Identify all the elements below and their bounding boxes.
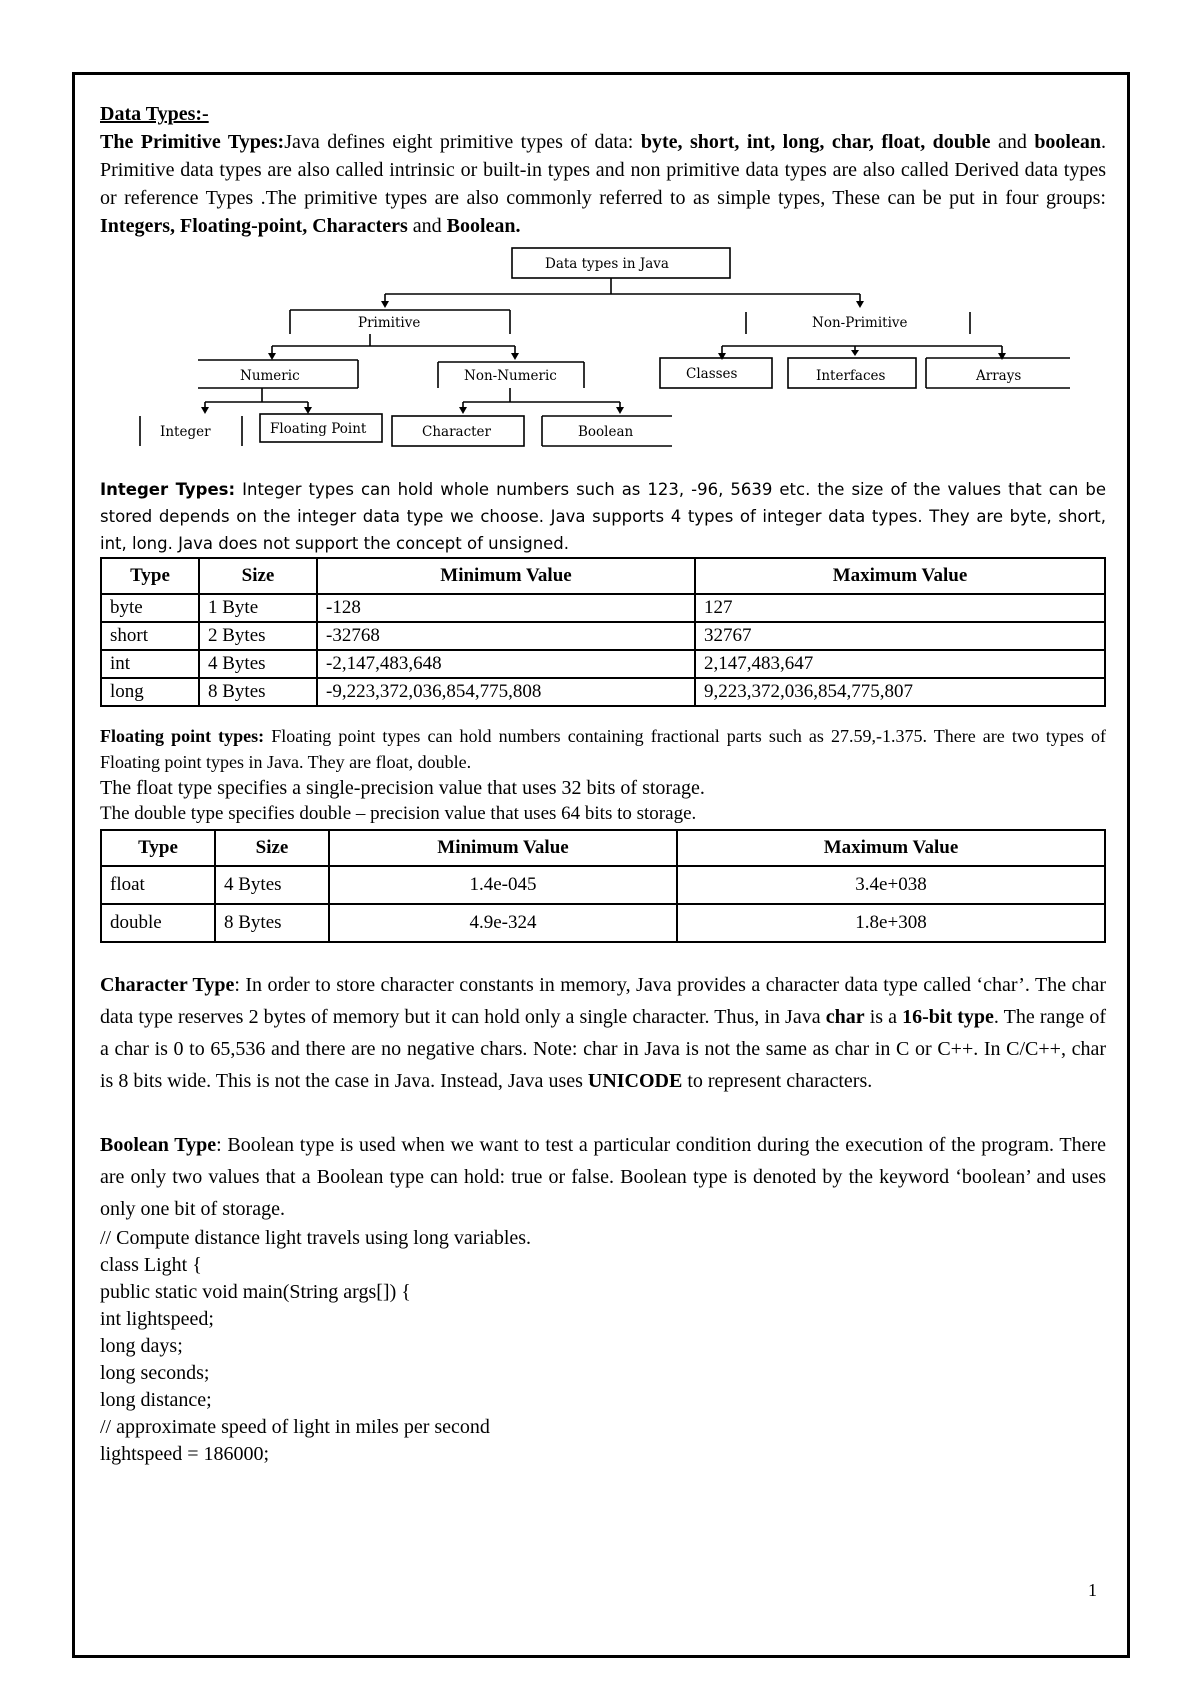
table-row bbox=[101, 594, 1105, 622]
float-description: The float type specifies a single-precision value that uses 32 bits of storage. bbox=[100, 777, 705, 799]
node-primitive: Primitive bbox=[358, 315, 421, 331]
diagram-svg bbox=[100, 246, 1106, 470]
code-line: public static void main(String args[]) { bbox=[100, 1281, 411, 1303]
floating-types-table bbox=[100, 829, 1106, 943]
and-text-2: and bbox=[407, 215, 447, 237]
cell: 4 Bytes bbox=[199, 650, 317, 678]
character-text3: to represent characters. bbox=[682, 1070, 873, 1092]
col-max: Maximum Value bbox=[695, 558, 1105, 594]
cell: byte bbox=[101, 594, 199, 622]
cell: 2 Bytes bbox=[199, 622, 317, 650]
cell: 4.9e-324 bbox=[329, 904, 677, 942]
col-min: Minimum Value bbox=[317, 558, 695, 594]
integer-types-table bbox=[100, 557, 1106, 707]
groups-list: Integers, Floating-point, Characters bbox=[100, 215, 408, 237]
code-line: // Compute distance light travels using long variables. bbox=[100, 1227, 532, 1249]
table-header-row bbox=[101, 558, 1105, 594]
character-text2: . The range of a char is 0 to 65,536 and there are no negative chars. Note: char in Java is not the same as char in C or C++. In C/C++, char is 8 bits wide. This is not the case in Java. Instead, Java uses bbox=[100, 1006, 1107, 1092]
unicode-keyword: UNICODE bbox=[587, 1070, 683, 1092]
boolean-text: : Boolean type is used when we want to test a particular condition during the execution of the program. There are only two values that a Boolean type can hold: true or false. Boolean type is denoted by the keyword ‘boolean’ and uses only one bit of storage. bbox=[100, 1134, 1107, 1220]
code-line: long days; bbox=[100, 1335, 183, 1357]
code-line: class Light { bbox=[100, 1254, 202, 1276]
cell: long bbox=[101, 678, 199, 706]
cell: -32768 bbox=[317, 622, 695, 650]
cell: 1.8e+308 bbox=[677, 904, 1105, 942]
cell: 2,147,483,647 bbox=[695, 650, 1105, 678]
table-row bbox=[101, 650, 1105, 678]
cell: 1 Byte bbox=[199, 594, 317, 622]
node-classes: Classes bbox=[686, 366, 738, 382]
section-heading: Data Types:- bbox=[100, 103, 209, 125]
table-row bbox=[101, 678, 1105, 706]
cell: 8 Bytes bbox=[215, 904, 329, 942]
cell: short bbox=[101, 622, 199, 650]
node-arrays: Arrays bbox=[976, 368, 1022, 384]
cell: -2,147,483,648 bbox=[317, 650, 695, 678]
cell: float bbox=[101, 866, 215, 904]
cell: 32767 bbox=[695, 622, 1105, 650]
code-line: int lightspeed; bbox=[100, 1308, 214, 1330]
primitive-label: The Primitive Types: bbox=[100, 131, 285, 153]
code-listing bbox=[100, 1225, 1106, 1468]
is-a-text: is a bbox=[864, 1006, 903, 1028]
node-non-primitive: Non-Primitive bbox=[812, 315, 908, 331]
cell: 1.4e-045 bbox=[329, 866, 677, 904]
primitive-types-list: byte, short, int, long, char, float, double bbox=[640, 131, 991, 153]
col-type: Type bbox=[101, 830, 215, 866]
char-keyword: char bbox=[825, 1006, 865, 1028]
col-max: Maximum Value bbox=[677, 830, 1105, 866]
primitive-text1: Java defines eight primitive types of data: bbox=[284, 131, 641, 153]
table-header-row bbox=[101, 830, 1105, 866]
col-min: Minimum Value bbox=[329, 830, 677, 866]
floating-point-label: Floating point types: bbox=[100, 726, 265, 746]
col-size: Size bbox=[215, 830, 329, 866]
cell: 8 Bytes bbox=[199, 678, 317, 706]
table-row bbox=[101, 904, 1105, 942]
double-description: The double type specifies double – precision value that uses 64 bits to storage. bbox=[100, 803, 697, 824]
primitive-types-paragraph bbox=[100, 128, 1106, 240]
code-line: lightspeed = 186000; bbox=[100, 1443, 270, 1465]
and-text: and bbox=[990, 131, 1035, 153]
cell: -128 bbox=[317, 594, 695, 622]
cell: 4 Bytes bbox=[215, 866, 329, 904]
page-content bbox=[100, 100, 1106, 1468]
cell: 9,223,372,036,854,775,807 bbox=[695, 678, 1105, 706]
boolean-keyword: boolean bbox=[1034, 131, 1101, 153]
cell: 3.4e+038 bbox=[677, 866, 1105, 904]
bit-size: 16-bit type bbox=[902, 1006, 994, 1028]
table-row bbox=[101, 622, 1105, 650]
node-interfaces: Interfaces bbox=[816, 368, 886, 384]
cell: int bbox=[101, 650, 199, 678]
cell: double bbox=[101, 904, 215, 942]
primitive-text2: . Primitive data types are also called intrinsic or built-in types and non primitive data types are also called Derived data types or reference Types .The primitive types are also commonly referred to as simple types, These can be put in four groups: bbox=[100, 131, 1106, 209]
boolean-group: Boolean. bbox=[446, 215, 521, 237]
boolean-type-label: Boolean Type bbox=[100, 1134, 217, 1156]
code-line: // approximate speed of light in miles per second bbox=[100, 1416, 490, 1438]
character-type-paragraph bbox=[100, 969, 1106, 1097]
cell: -9,223,372,036,854,775,808 bbox=[317, 678, 695, 706]
code-line: long seconds; bbox=[100, 1362, 210, 1384]
integer-types-text: Integer types can hold whole numbers such as 123, -96, 5639 etc. the size of the values that can be stored depends on the integer data type we choose. Java supports 4 types of integer data types. They are byte, short, int, long. Java does not support the concept of unsigned. bbox=[100, 480, 1106, 553]
floating-point-text: Floating point types can hold numbers containing fractional parts such as 27.59,-1.375. There are two types of Floating point types in Java. They are float, double. bbox=[100, 726, 1106, 772]
node-numeric: Numeric bbox=[240, 368, 300, 384]
character-type-label: Character Type bbox=[100, 974, 235, 996]
col-type: Type bbox=[101, 558, 199, 594]
node-integer: Integer bbox=[160, 424, 211, 440]
code-line: long distance; bbox=[100, 1389, 212, 1411]
node-character: Character bbox=[422, 424, 492, 440]
data-types-diagram bbox=[100, 246, 1106, 470]
integer-types-label: Integer Types: bbox=[100, 480, 236, 499]
page-number: 1 bbox=[1088, 1580, 1097, 1600]
node-floating-point: Floating Point bbox=[270, 421, 367, 437]
col-size: Size bbox=[199, 558, 317, 594]
node-root: Data types in Java bbox=[545, 256, 669, 272]
integer-types-paragraph bbox=[100, 476, 1106, 557]
node-non-numeric: Non-Numeric bbox=[464, 368, 557, 384]
cell: 127 bbox=[695, 594, 1105, 622]
table-row bbox=[101, 866, 1105, 904]
floating-point-paragraph bbox=[100, 723, 1106, 775]
boolean-type-paragraph bbox=[100, 1129, 1106, 1225]
node-boolean: Boolean bbox=[578, 424, 634, 440]
character-text1: : In order to store character constants in memory, Java provides a character data type called ‘char’. The char data type reserves 2 bytes of memory but it can hold only a single character. Thus, in Java bbox=[100, 974, 1106, 1028]
